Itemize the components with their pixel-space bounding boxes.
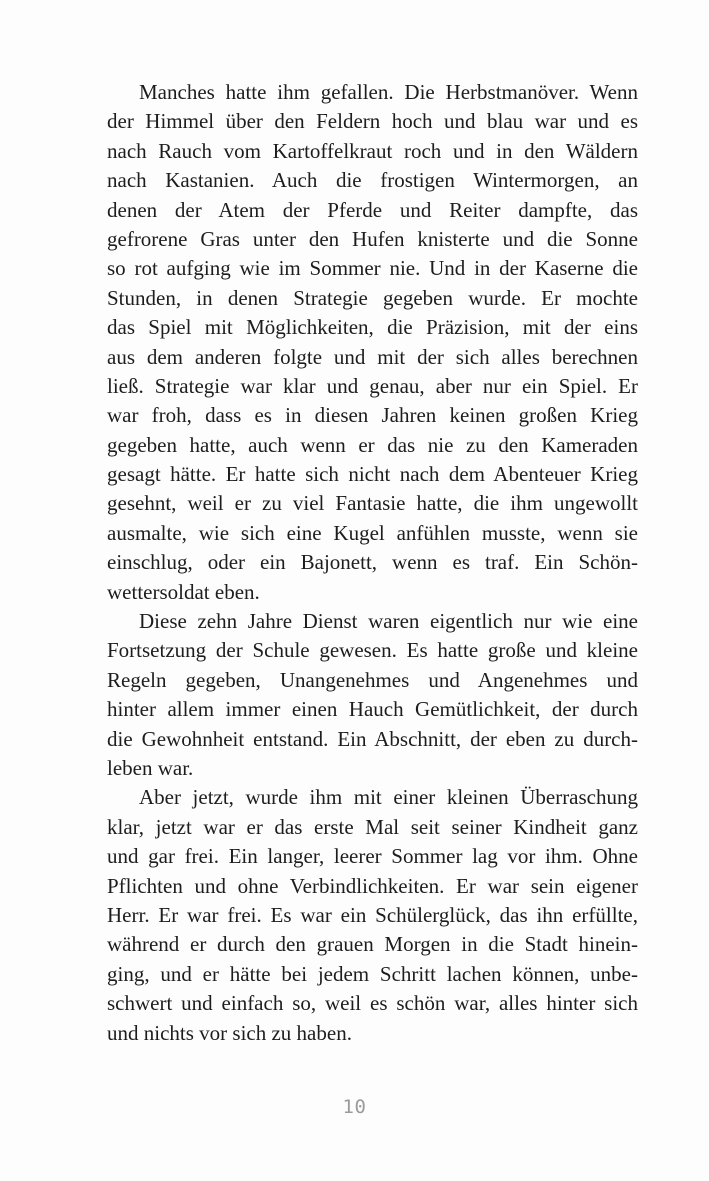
text-line: war froh, dass es in diesen Jahren keinen großen Krieg	[107, 403, 638, 428]
text-line: und nichts vor sich zu haben.	[107, 1020, 352, 1045]
text-line: schwert und einfach so, weil es schön war, alles hinter sich	[107, 991, 638, 1016]
text-line: klar, jetzt war er das erste Mal seit seiner Kindheit ganz	[107, 814, 638, 839]
text-line: die Gewohnheit entstand. Ein Abschnitt, der eben zu durch-	[107, 726, 638, 751]
text-line: und gar frei. Ein langer, leerer Sommer lag vor ihm. Ohne	[107, 844, 638, 869]
page-number: 10	[342, 1096, 367, 1118]
text-line: ausmalte, wie sich eine Kugel anfühlen musste, wenn sie	[107, 520, 638, 545]
text-line: Regeln gegeben, Unangenehmes und Angenehmes und	[107, 667, 638, 692]
text-line: nach Rauch vom Kartoffelkraut roch und in den Wäldern	[107, 138, 638, 163]
text-line: einschlug, oder ein Bajonett, wenn es traf. Ein Schön-	[107, 550, 638, 575]
text-line: während er durch den grauen Morgen in die Stadt hinein-	[107, 932, 638, 957]
text-line: gesagt hätte. Er hatte sich nicht nach dem Abenteuer Krieg	[107, 462, 638, 487]
text-line: Stunden, in denen Strategie gegeben wurde. Er mochte	[107, 285, 638, 310]
text-line: gesehnt, weil er zu viel Fantasie hatte, die ihm ungewollt	[107, 491, 638, 516]
text-line: ließ. Strategie war klar und genau, aber nur ein Spiel. Er	[107, 373, 638, 398]
text-line: Manches hatte ihm gefallen. Die Herbstmanöver. Wenn	[139, 80, 638, 104]
text-line: Pflichten und ohne Verbindlichkeiten. Er war sein eigener	[107, 873, 638, 898]
text-line: der Himmel über den Feldern hoch und blau war und es	[107, 109, 638, 134]
text-line: ging, und er hätte bei jedem Schritt lachen können, unbe-	[107, 961, 638, 986]
page-text	[107, 78, 638, 1048]
text-line: aus dem anderen folgte und mit der sich alles berechnen	[107, 344, 638, 369]
text-line: wettersoldat eben.	[107, 579, 260, 604]
text-line: hinter allem immer einen Hauch Gemütlichkeit, der durch	[107, 697, 638, 722]
text-line: gegeben hatte, auch wenn er das nie zu den Kameraden	[107, 432, 638, 457]
text-line: Fortsetzung der Schule gewesen. Es hatte große und kleine	[107, 638, 638, 663]
text-line: nach Kastanien. Auch die frostigen Wintermorgen, an	[107, 168, 638, 193]
text-line: gefrorene Gras unter den Hufen knisterte und die Sonne	[107, 226, 638, 251]
text-line: Diese zehn Jahre Dienst waren eigentlich nur wie eine	[139, 609, 638, 634]
page-footer	[0, 1096, 709, 1118]
text-line: leben war.	[107, 755, 194, 780]
text-line: Aber jetzt, wurde ihm mit einer kleinen Überraschung	[139, 785, 638, 810]
text-line: Herr. Er war frei. Es war ein Schülerglück, das ihn erfüllte,	[107, 902, 638, 927]
text-line: so rot aufging wie im Sommer nie. Und in der Kaserne die	[107, 256, 638, 281]
text-line: das Spiel mit Möglichkeiten, die Präzision, mit der eins	[107, 315, 638, 340]
text-line: denen der Atem der Pferde und Reiter dampfte, das	[107, 197, 638, 222]
